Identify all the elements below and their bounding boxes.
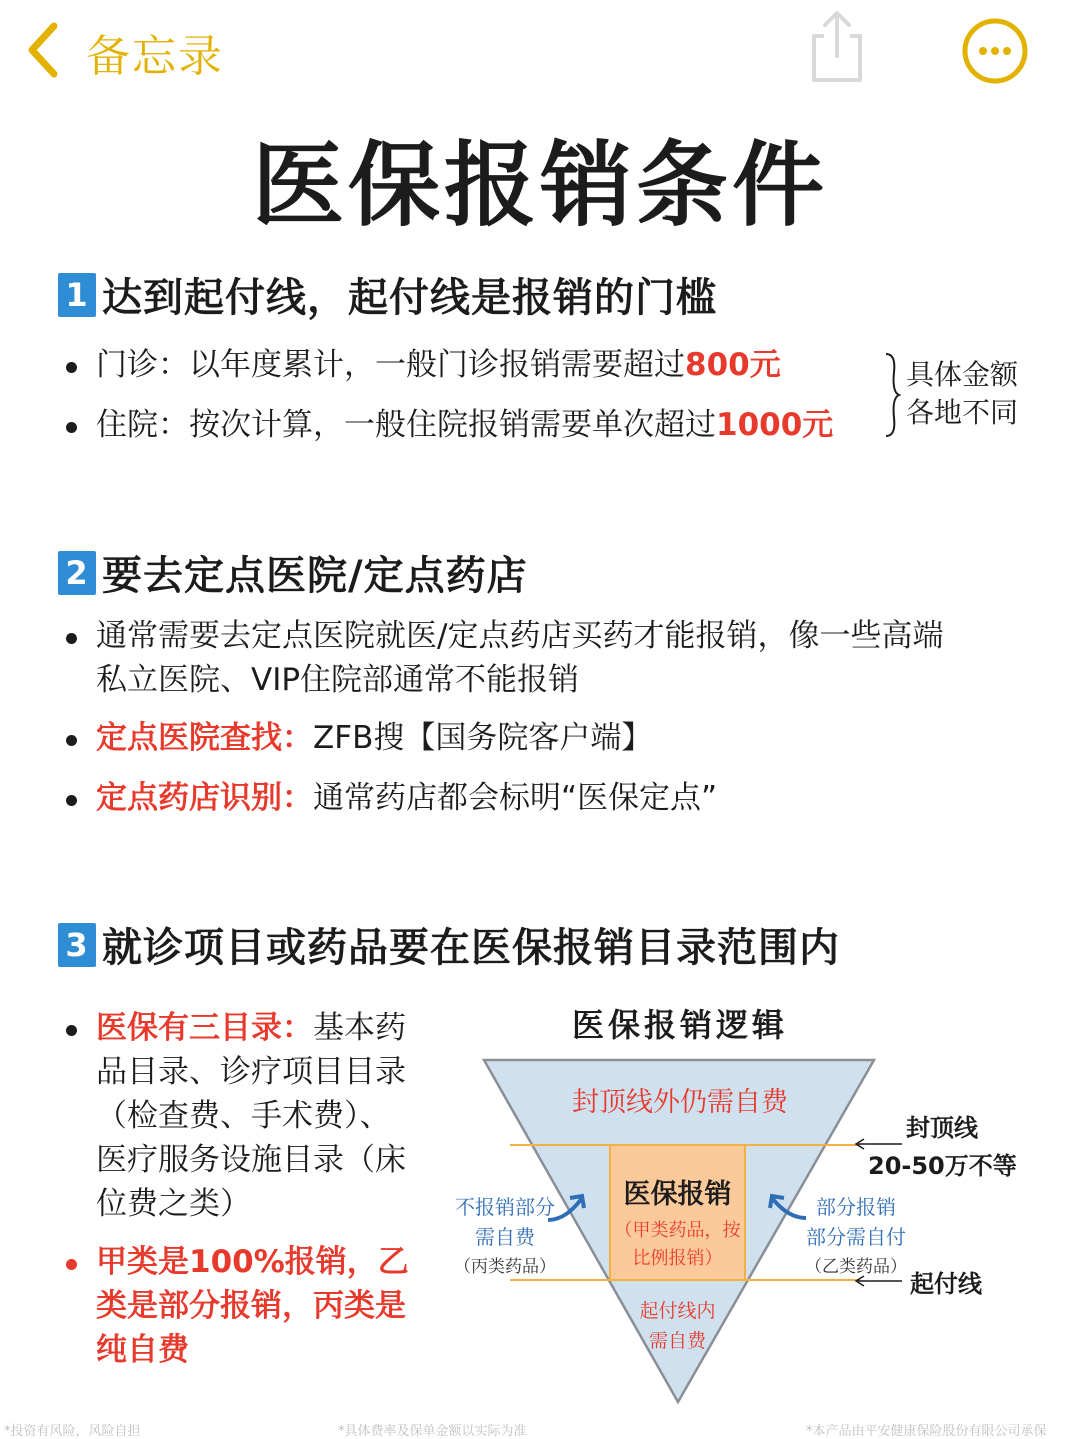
item-line: 品目录、诊疗项目目录 [96, 1054, 406, 1090]
section-number: 2 [58, 551, 96, 595]
note-line: 具体金额 [906, 358, 1019, 391]
more-icon [960, 16, 1030, 86]
region-note [906, 356, 1018, 432]
bullet-dot [66, 1025, 77, 1036]
footer-risk: *投资有风险，风险自担 [4, 1424, 141, 1439]
box-sub: 比例报销） [632, 1248, 723, 1269]
item-label: 定点药店识别： [96, 780, 313, 816]
label-line: 部分需自付 [806, 1225, 906, 1249]
cap-label: 封顶线 [906, 1114, 978, 1142]
section-3-heading [58, 916, 840, 973]
section-1-heading [58, 266, 717, 323]
section-title: 就诊项目或药品要在医保报销目录范围内 [102, 925, 840, 971]
section-number: 3 [58, 923, 96, 967]
amount-highlight: 1000元 [716, 407, 834, 443]
reimburse-box [610, 1172, 745, 1273]
share-button[interactable] [806, 8, 868, 84]
label-line: （乙类药品） [805, 1257, 907, 1277]
deductible-label: 起付线 [910, 1270, 982, 1298]
item-text: ZFB搜【国务院客户端】 [313, 720, 653, 756]
bullet-dot [66, 735, 77, 746]
amount-highlight: 800元 [685, 347, 781, 383]
item-text: 门诊：以年度累计，一般门诊报销需要超过 [96, 347, 685, 383]
item-line: 通常需要去定点医院就医/定点药店买药才能报销，像一些高端 [96, 618, 944, 654]
list-item [96, 614, 943, 702]
box-title: 医保报销 [623, 1179, 732, 1210]
back-button[interactable] [22, 18, 82, 82]
item-line: 私立医院、VIP住院部通常不能报销 [96, 662, 580, 698]
bullet-dot [66, 1259, 77, 1270]
deductible-arrow-icon [852, 1275, 904, 1287]
bullet-dot [66, 795, 77, 806]
item-line: 医疗服务设施目录（床 [96, 1142, 406, 1178]
deductible-inner-label [620, 1296, 735, 1356]
section-title: 要去定点医院/定点药店 [102, 553, 528, 599]
footer-rate: *具体费率及保单金额以实际为准 [338, 1424, 527, 1439]
section-2-heading [58, 544, 528, 601]
arrow-left-icon [764, 1190, 810, 1226]
label-line: 部分报销 [816, 1195, 896, 1219]
bullet-dot [66, 362, 77, 373]
list-item [96, 776, 717, 820]
item-line: 类是部分报销，丙类是 [96, 1288, 406, 1324]
item-label: 医保有三目录： [96, 1010, 313, 1046]
list-item [96, 1240, 446, 1372]
note-line: 各地不同 [906, 396, 1019, 429]
label-line: 需自费 [475, 1225, 535, 1249]
partial-reimbursed-label [796, 1192, 916, 1282]
more-button[interactable] [960, 16, 1030, 86]
item-line: 位费之类） [96, 1186, 251, 1222]
bullet-dot [66, 422, 77, 433]
cap-excess-label: 封顶线外仍需自费 [572, 1087, 788, 1118]
footer-underwriter: *本产品由平安健康保险股份有限公司承保 [806, 1424, 1047, 1439]
page-title: 医保报销条件 [251, 132, 828, 239]
label-line: 需自费 [648, 1330, 706, 1352]
section-number: 1 [58, 273, 96, 317]
item-text: 住院：按次计算，一般住院报销需要单次超过 [96, 407, 716, 443]
cap-range: 20-50万不等 [868, 1152, 1017, 1180]
label-line: （丙类药品） [454, 1257, 556, 1277]
diagram-title: 医保报销逻辑 [571, 1006, 788, 1044]
item-line: 甲类是100%报销，乙 [96, 1244, 409, 1280]
list-item [96, 403, 833, 447]
list-item [96, 343, 781, 387]
box-sub: （甲类药品，按 [614, 1220, 741, 1241]
label-line: 不报销部分 [455, 1195, 555, 1219]
share-icon [806, 8, 868, 84]
item-line: 基本药 [313, 1010, 406, 1046]
brace-icon [882, 352, 902, 438]
list-item [96, 1006, 446, 1226]
chevron-left-icon [22, 20, 62, 80]
item-label: 定点医院查找： [96, 720, 313, 756]
item-text: 通常药店都会标明“医保定点” [313, 780, 718, 816]
bullet-dot [66, 633, 77, 644]
item-line: （检查费、手术费）、 [96, 1098, 391, 1134]
section-title: 达到起付线，起付线是报销的门槛 [102, 275, 717, 321]
back-label[interactable]: 备忘录 [86, 31, 224, 82]
list-item [96, 716, 652, 760]
arrow-right-icon [544, 1190, 590, 1226]
item-line: 纯自费 [96, 1332, 189, 1368]
label-line: 起付线内 [639, 1300, 716, 1322]
